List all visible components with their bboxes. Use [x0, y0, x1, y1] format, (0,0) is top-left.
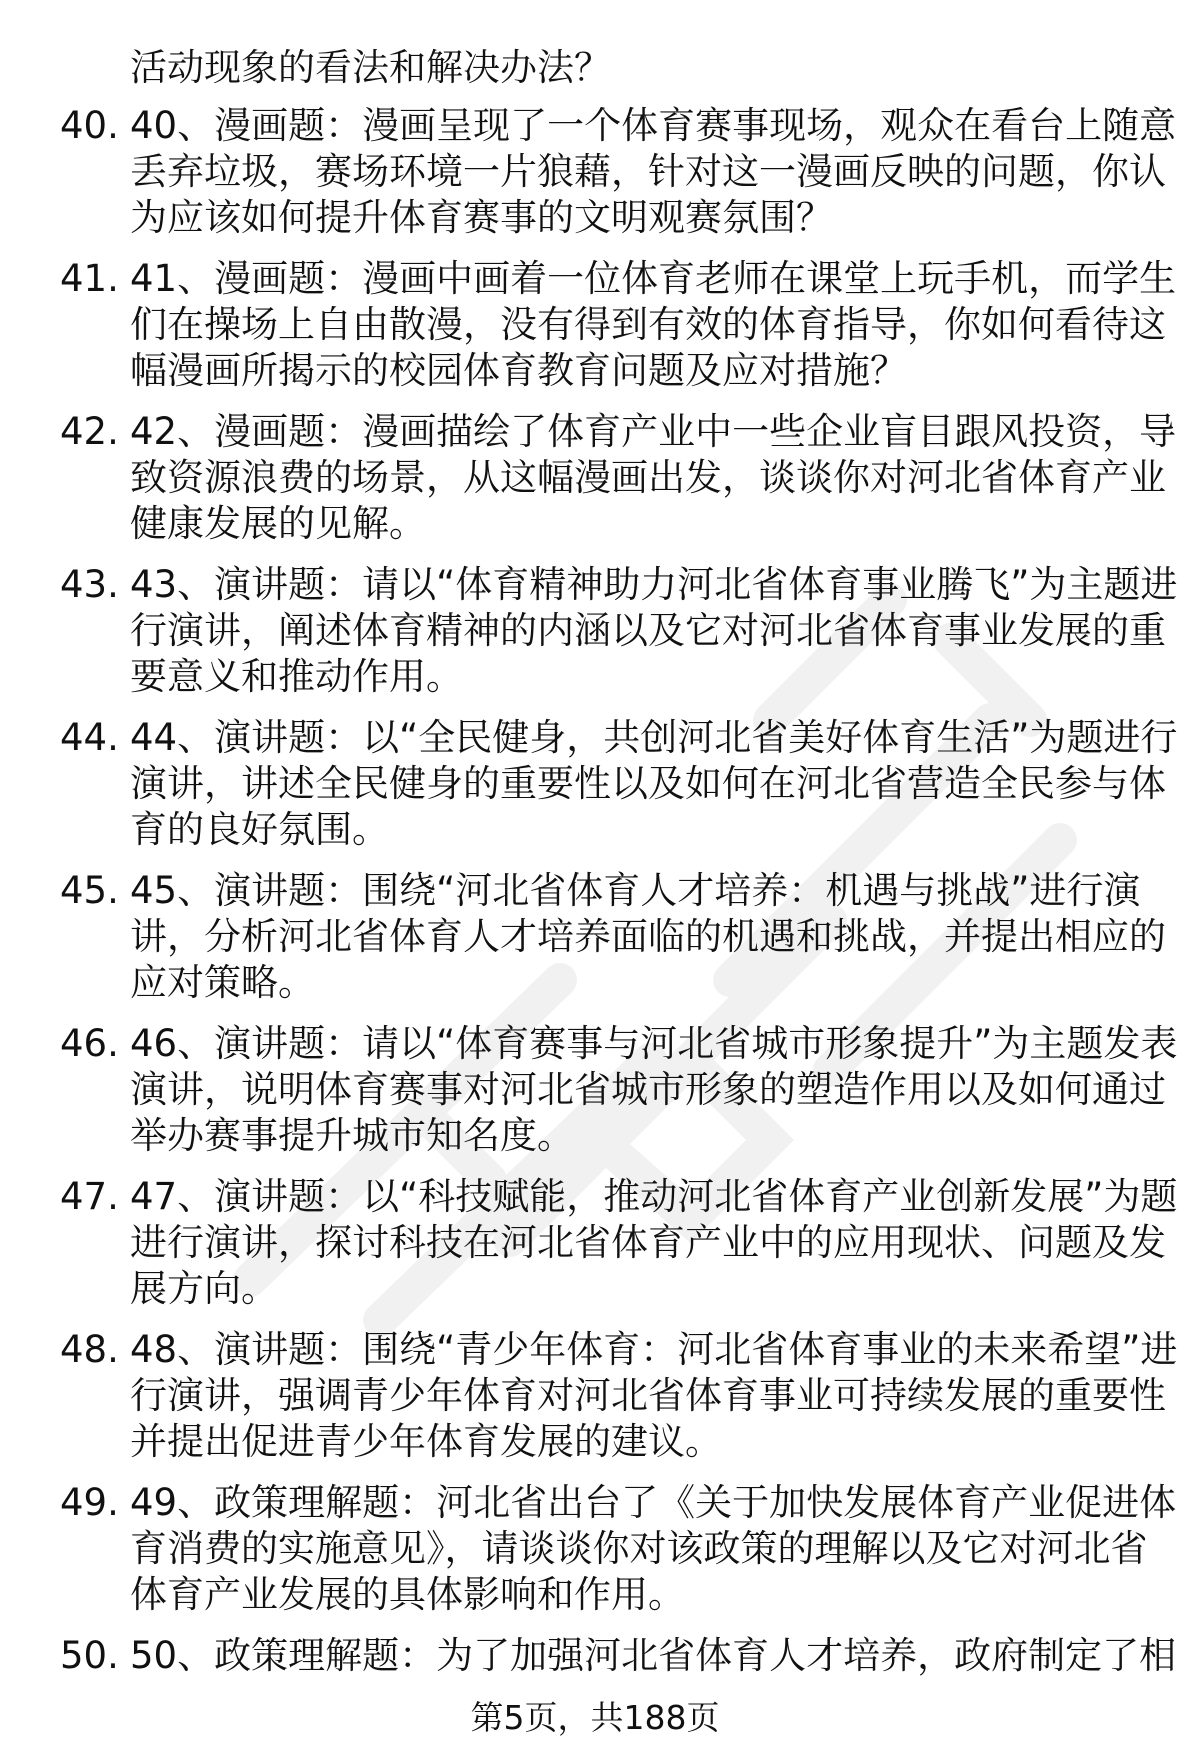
item-line: 演讲，说明体育赛事对河北省城市形象的塑造作用以及如何通过 [130, 1068, 1166, 1111]
item-line: 育的良好氛围。 [130, 808, 389, 851]
item-line: 41、漫画题：漫画中画着一位体育老师在课堂上玩手机，而学生 [130, 257, 1177, 300]
item-line: 健康发展的见解。 [130, 502, 426, 545]
item-line: 要意义和推动作用。 [130, 655, 463, 698]
item-line: 46、演讲题：请以“体育赛事与河北省城市形象提升”为主题发表 [130, 1022, 1178, 1065]
item-line: 致资源浪费的场景，从这幅漫画出发，谈谈你对河北省体育产业 [130, 456, 1166, 499]
list-item-46 [60, 1021, 1178, 1159]
item-line: 43、演讲题：请以“体育精神助力河北省体育事业腾飞”为主题进 [130, 563, 1178, 606]
list-item-44 [60, 715, 1178, 853]
item-line: 行演讲，强调青少年体育对河北省体育事业可持续发展的重要性 [130, 1374, 1166, 1417]
item-line: 44、演讲题：以“全民健身，共创河北省美好体育生活”为题进行 [130, 716, 1178, 759]
page-number-footer: 第5页，共188页 [470, 1698, 720, 1737]
item-number: 50. [60, 1634, 119, 1677]
item-number: 42. [60, 410, 119, 453]
list-item-48 [60, 1327, 1178, 1465]
item-line: 讲，分析河北省体育人才培养面临的机遇和挑战，并提出相应的 [130, 915, 1166, 958]
item-line: 们在操场上自由散漫，没有得到有效的体育指导，你如何看待这 [130, 303, 1166, 346]
list-item-49 [60, 1480, 1177, 1618]
item-line: 40、漫画题：漫画呈现了一个体育赛事现场，观众在看台上随意 [130, 104, 1177, 147]
item-line: 举办赛事提升城市知名度。 [130, 1114, 574, 1157]
list-item-47 [60, 1174, 1178, 1312]
item-line: 48、演讲题：围绕“青少年体育：河北省体育事业的未来希望”进 [130, 1328, 1178, 1371]
item-line: 育消费的实施意见》，请谈谈你对该政策的理解以及它对河北省 [130, 1527, 1148, 1570]
item-line: 应对策略。 [130, 961, 315, 1004]
item-number: 46. [60, 1022, 119, 1065]
item-number: 41. [60, 257, 119, 300]
item-number: 45. [60, 869, 119, 912]
continuation-text [60, 45, 1160, 91]
list-item-41 [60, 256, 1177, 394]
item-number: 40. [60, 104, 119, 147]
item-line: 行演讲，阐述体育精神的内涵以及它对河北省体育事业发展的重 [130, 609, 1166, 652]
item-line: 为应该如何提升体育赛事的文明观赛氛围？ [130, 196, 833, 239]
item-number: 44. [60, 716, 119, 759]
item-line: 展方向。 [130, 1267, 278, 1310]
item-line: 45、演讲题：围绕“河北省体育人才培养：机遇与挑战”进行演 [130, 869, 1141, 912]
list-item-42 [60, 409, 1177, 547]
item-line: 演讲，讲述全民健身的重要性以及如何在河北省营造全民参与体 [130, 762, 1166, 805]
item-line: 丢弃垃圾，赛场环境一片狼藉，针对这一漫画反映的问题，你认 [130, 150, 1166, 193]
list-item-50 [60, 1633, 1177, 1679]
list-item-43 [60, 562, 1178, 700]
item-line: 并提出促进青少年体育发展的建议。 [130, 1420, 722, 1463]
item-line: 幅漫画所揭示的校园体育教育问题及应对措施？ [130, 349, 907, 392]
continuation-line: 活动现象的看法和解决办法？ [130, 46, 611, 89]
item-number: 43. [60, 563, 119, 606]
list-item-45 [60, 868, 1166, 1006]
item-line: 体育产业发展的具体影响和作用。 [130, 1573, 685, 1616]
item-number: 47. [60, 1175, 119, 1218]
item-line: 进行演讲，探讨科技在河北省体育产业中的应用现状、问题及发 [130, 1221, 1166, 1264]
item-line: 42、漫画题：漫画描绘了体育产业中一些企业盲目跟风投资，导 [130, 410, 1177, 453]
item-number: 49. [60, 1481, 119, 1524]
item-line: 47、演讲题：以“科技赋能，推动河北省体育产业创新发展”为题 [130, 1175, 1178, 1218]
item-number: 48. [60, 1328, 119, 1371]
list-item-40 [60, 103, 1177, 241]
item-line: 49、政策理解题：河北省出台了《关于加快发展体育产业促进体 [130, 1481, 1177, 1524]
item-line: 50、政策理解题：为了加强河北省体育人才培养，政府制定了相 [130, 1634, 1177, 1677]
